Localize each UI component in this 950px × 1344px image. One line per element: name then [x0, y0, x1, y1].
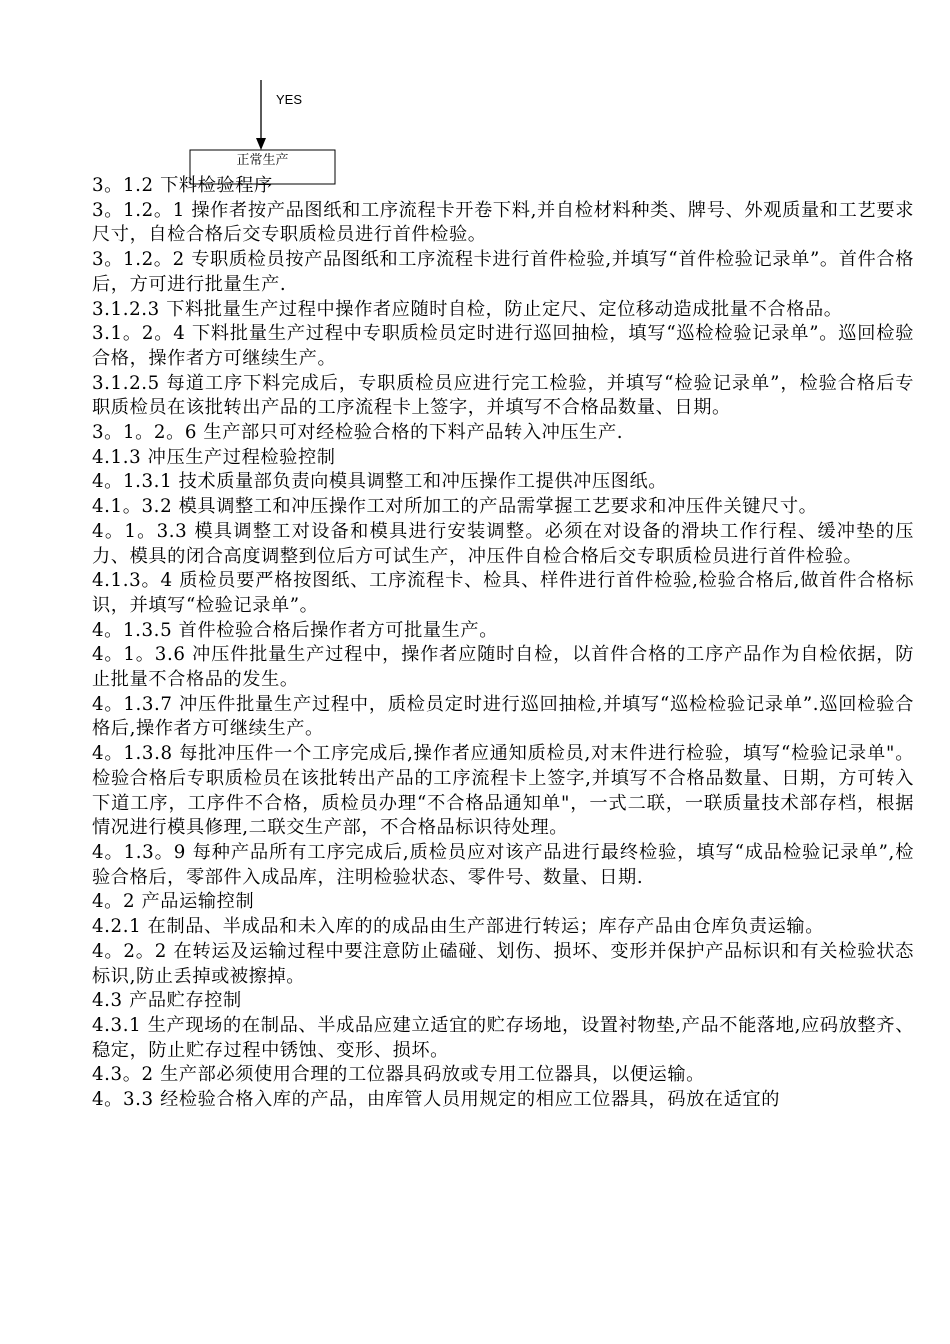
paragraph: 3。1。2。6 生产部只可对经检验合格的下料产品转入冲压生产. [92, 422, 624, 444]
section-heading: 4.3 产品贮存控制 [92, 990, 242, 1012]
paragraph: 4。1.3.8 每批冲压件一个工序完成后,操作者应通知质检员,对末件进行检验，填写“检验记录单"。检验合格后专职质检员在该批转出产品的工序流程卡上签字,并填写不合格品数量、日期，方可转入下道工序，工序件不合格，质检员办理“不合格品通知单"，一式二联，一联质量技术部存档，根据情况进行模具修理,二联交生产部，不合格品标识待处理。 [92, 743, 914, 839]
paragraph: 4.2.1 在制品、半成品和未入库的的成品由生产部进行转运；库存产品由仓库负责运输。 [92, 916, 825, 938]
paragraph: 3.1.2.5 每道工序下料完成后，专职质检员应进行完工检验，并填写“检验记录单”，检验合格后专职质检员在该批转出产品的工序流程卡上签字，并填写不合格品数量、日期。 [92, 372, 914, 419]
paragraph: 4。1.3。9 每种产品所有工序完成后,质检员应对该产品进行最终检验，填写“成品检验记录单”,检验合格后，零部件入成品库，注明检验状态、零件号、数量、日期. [92, 841, 914, 888]
flow-box-label: 正常生产 [236, 153, 289, 168]
paragraph: 4.3。2 生产部必须使用合理的工位器具码放或专用工位器具，以便运输。 [92, 1064, 705, 1086]
section-heading: 4.1.3 冲压生产过程检验控制 [92, 446, 336, 468]
paragraph: 4。1.3.5 首件检验合格后操作者方可批量生产。 [92, 619, 499, 641]
section-heading: 4。2 产品运输控制 [92, 891, 255, 913]
paragraph: 4.1.3。4 质检员要严格按图纸、工序流程卡、检具、样件进行首件检验,检验合格后,做首件合格标识，并填写“检验记录单”。 [92, 570, 914, 616]
paragraph: 4。3.3 经检验合格入库的产品，由库管人员用规定的相应工位器具，码放在适宜的 [92, 1089, 781, 1111]
paragraph: 4。2。2 在转运及运输过程中要注意防止磕碰、划伤、损坏、变形并保护产品标识和有关检验状态标识,防止丢掉或被擦掉。 [92, 940, 914, 987]
paragraph: 4。1.3.1 技术质量部负责向模具调整工和冲压操作工提供冲压图纸。 [92, 471, 668, 493]
paragraph: 3.1。2。4 下料批量生产过程中专职质检员定时进行巡回抽检，填写“巡检检验记录单”。巡回检验合格，操作者方可继续生产。 [92, 323, 914, 369]
paragraph: 4.1。3.2 模具调整工和冲压操作工对所加工的产品需掌握工艺要求和冲压件关键尺寸。 [92, 496, 818, 518]
flow-yes-label: YES [276, 92, 303, 107]
flowchart-fragment [0, 0, 950, 190]
document-body [92, 174, 914, 1113]
paragraph: 3.1.2.3 下料批量生产过程中操作者应随时自检，防止定尺、定位移动造成批量不合格品。 [92, 298, 843, 320]
flow-arrow-head [256, 138, 266, 150]
paragraph: 4。1。3.3 模具调整工对设备和模具进行安装调整。必须在对设备的滑块工作行程、缓冲垫的压力、模具的闭合高度调整到位后方可试生产，冲压件自检合格后交专职质检员进行首件检验。 [92, 520, 914, 567]
paragraph: 3。1.2。2 专职质检员按产品图纸和工序流程卡进行首件检验,并填写“首件检验记录单”。首件合格后，方可进行批量生产. [92, 249, 914, 295]
paragraph: 3。1.2 下料检验程序 [92, 175, 273, 196]
flowchart-connector-svg [0, 0, 950, 190]
paragraph: 4.3.1 生产现场的在制品、半成品应建立适宜的贮存场地，设置衬物垫,产品不能落地,应码放整齐、稳定，防止贮存过程中锈蚀、变形、损坏。 [92, 1014, 914, 1061]
paragraph: 4。1。3.6 冲压件批量生产过程中，操作者应随时自检，以首件合格的工序产品作为自检依据，防止批量不合格品的发生。 [92, 644, 914, 691]
paragraph: 3。1.2。1 操作者按产品图纸和工序流程卡开卷下料,并自检材料种类、牌号、外观质量和工艺要求尺寸，自检合格后交专职质检员进行首件检验。 [92, 199, 914, 246]
paragraph: 4。1.3.7 冲压件批量生产过程中，质检员定时进行巡回抽检,并填写“巡检检验记录单”.巡回检验合格后,操作者方可继续生产。 [92, 693, 914, 740]
